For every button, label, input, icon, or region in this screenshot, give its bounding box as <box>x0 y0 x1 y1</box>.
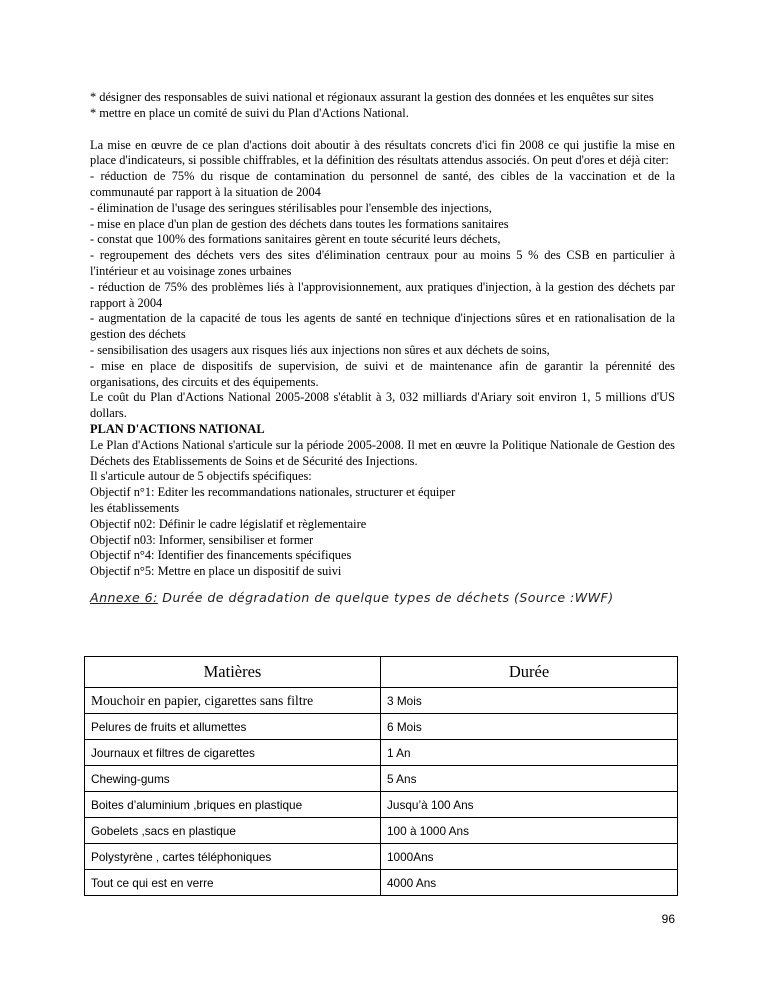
objective-item: Objectif n03: Informer, sensibiliser et former <box>90 532 314 547</box>
table-row <box>85 740 678 766</box>
table-row <box>85 818 678 844</box>
page-number: 96 <box>661 912 675 926</box>
cost-statement: Le coût du Plan d'Actions National 2005-2008 s'établit à 3, 032 milliards d'Ariary soit environ 1, 5 millions d'US dollars. <box>90 390 675 421</box>
annexe-caption <box>90 590 675 606</box>
cell-matiere: Boites d’aluminium ,briques en plastique <box>85 792 381 818</box>
result-item: - élimination de l'usage des seringues stérilisables pour l'ensemble des injections, <box>90 200 492 215</box>
objective-item: Objectif n°5: Mettre en place un dispositif de suivi <box>90 564 342 579</box>
degradation-table <box>84 656 678 896</box>
cell-duree: 100 à 1000 Ans <box>381 818 678 844</box>
table-row <box>85 844 678 870</box>
header-matieres: Matières <box>85 657 381 688</box>
plan-intro: Le Plan d'Actions National s'articule sur la période 2005-2008. Il met en œuvre la Politique Nationale de Gestion des Déchets des Etablissements de Soins et de Sécurité des Injections. <box>90 437 675 468</box>
cell-matiere: Tout ce qui est en verre <box>85 870 381 896</box>
cell-matiere: Polystyrène , cartes téléphoniques <box>85 844 381 870</box>
plan-heading: PLAN D'ACTIONS NATIONAL <box>90 421 265 436</box>
annexe-title: Durée de dégradation de quelque types de déchets (Source :WWF) <box>157 589 614 605</box>
table-row <box>85 792 678 818</box>
objective-item: Objectif n02: Définir le cadre législatif et règlementaire <box>90 516 367 531</box>
objectives-intro: Il s'articule autour de 5 objectifs spécifiques: <box>90 469 312 484</box>
table-row <box>85 766 678 792</box>
cell-matiere: Chewing-gums <box>85 766 381 792</box>
table-row <box>85 688 678 714</box>
cell-duree: 4000 Ans <box>381 870 678 896</box>
table-row <box>85 714 678 740</box>
annexe-label: Annexe 6: <box>90 589 158 605</box>
cell-duree: Jusqu’à 100 Ans <box>381 792 678 818</box>
results-intro: La mise en œuvre de ce plan d'actions doit aboutir à des résultats concrets d'ici fin 2008 ce qui justifie la mise en place d'indicateurs, si possible chiffrables, et la définition des résultats attendus associés. On peut d'ores et déjà citer: <box>90 137 675 168</box>
result-item: - réduction de 75% du risque de contamination du personnel de santé, des cibles de la vaccination et de la communauté par rapport à la situation de 2004 <box>90 169 675 199</box>
result-item: - regroupement des déchets vers des sites d'élimination centraux pour au moins 5 % des CSB en particulier à l'intérieur et au voisinage zones urbaines <box>90 248 675 278</box>
cell-duree: 1000Ans <box>381 844 678 870</box>
objective-item: les établissements <box>90 500 180 515</box>
table-header-row <box>85 657 678 688</box>
header-duree: Durée <box>381 657 678 688</box>
result-item: - constat que 100% des formations sanitaires gèrent en toute sécurité leurs déchets, <box>90 232 501 247</box>
cell-matiere: Pelures de fruits et allumettes <box>85 714 381 740</box>
cell-matiere: Mouchoir en papier, cigarettes sans filtre <box>85 688 381 714</box>
document-body <box>90 90 675 606</box>
cell-duree: 1 An <box>381 740 678 766</box>
table-row <box>85 870 678 896</box>
result-item: - sensibilisation des usagers aux risques liés aux injections non sûres et aux déchets de soins, <box>90 342 550 357</box>
intro-bullet: * mettre en place un comité de suivi du Plan d'Actions National. <box>90 105 409 120</box>
result-item: - augmentation de la capacité de tous les agents de santé en technique d'injections sûres et en rationalisation de la gestion des déchets <box>90 311 675 342</box>
objective-item: Objectif n°1: Editer les recommandations nationales, structurer et équiper <box>90 485 456 500</box>
result-item: - mise en place d'un plan de gestion des déchets dans toutes les formations sanitaires <box>90 216 509 231</box>
cell-duree: 5 Ans <box>381 766 678 792</box>
cell-matiere: Journaux et filtres de cigarettes <box>85 740 381 766</box>
result-item: - réduction de 75% des problèmes liés à l'approvisionnement, aux pratiques d'injection, à la gestion des déchets par rapport à 2004 <box>90 279 675 310</box>
paragraph-gap <box>90 122 675 138</box>
cell-duree: 6 Mois <box>381 714 678 740</box>
objective-item: Objectif n°4: Identifier des financements spécifiques <box>90 548 352 563</box>
cell-duree: 3 Mois <box>381 688 678 714</box>
result-item: - mise en place de dispositifs de supervision, de suivi et de maintenance afin de garantir la pérennité des organisations, des circuits et des équipements. <box>90 358 675 389</box>
intro-bullet: * désigner des responsables de suivi national et régionaux assurant la gestion des données et les enquêtes sur sites <box>90 90 654 104</box>
cell-matiere: Gobelets ,sacs en plastique <box>85 818 381 844</box>
